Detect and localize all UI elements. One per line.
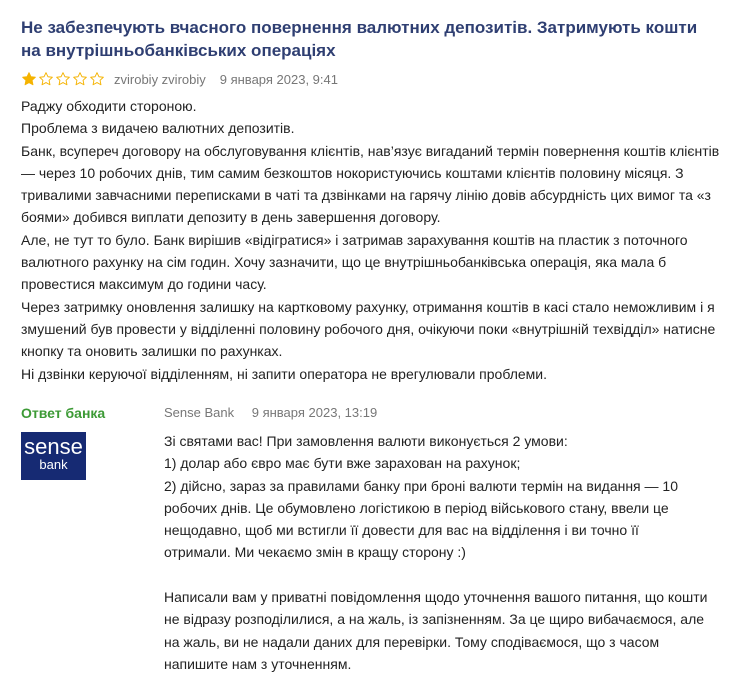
answer-paragraph: Написали вам у приватні повідомлення щодо уточнення вашого питання, що кошти не відразу розподілилися, а на жаль, із запізненням. За це щиро вибачаємося, але на жаль, ви не надали даних для перевірки. Тому сподіваємося, що з часом напишите нам з уточненням.	[164, 589, 708, 672]
answer-bank-name[interactable]: Sense Bank	[164, 405, 235, 420]
answer-label: Ответ банка	[21, 405, 106, 421]
answer-date: 9 января 2023, 13:19	[251, 405, 378, 420]
star-icon-empty	[55, 71, 71, 87]
logo-text-bottom: bank	[39, 457, 68, 472]
logo-text-top: sense	[24, 434, 83, 459]
review-paragraph: Через затримку оновлення залишку на картковому рахунку, отримання коштів в касі стало неможливим і я змушений був провести у відділенні половину робочого дня, очікуючи поки «внутрішній техвідділ» натисне кнопку та оновить залишки по рахунках.	[21, 298, 716, 360]
sense-bank-logo[interactable]	[21, 432, 86, 480]
review-paragraph: Ні дзвінки керуючої відділенням, ні запити оператора не врегулювали проблеми.	[21, 365, 548, 382]
answer-meta	[164, 405, 377, 420]
star-icon-empty	[72, 71, 88, 87]
review-card	[21, 0, 721, 385]
answer-body	[164, 430, 709, 675]
answer-paragraph: Зі святами вас! При замовлення валюти виконується 2 умови:	[164, 433, 568, 449]
review-author[interactable]: zvirobiy zvirobiy	[114, 71, 206, 87]
review-date: 9 января 2023, 9:41	[219, 71, 338, 87]
review-body	[21, 95, 721, 385]
review-paragraph: Банк, всупереч договору на обслуговування клієнтів, нав’язує вигаданий термін повернення коштів клієнтів — через 10 робочих днів, тим самим безкоштов нокористуючись коштами клієнтів половину місяця. З тривалими завчасними переписками в чаті та дзвінками на гарячу лінію довів абсурдність цих вимог та «з боями» добився виплати депозиту в день завершення договору.	[21, 142, 720, 226]
review-paragraph: Раджу обходити стороною.	[21, 98, 197, 114]
answer-paragraph: 2) дійсно, зараз за правилами банку при броні валюти термін на видання — 10 робочих днів. Це обумовлено логістикою в період військового стану, ввели це нещодавно, щоб ми встигли її довести для вас на відділення і ви точно її отримали. Ми чекаємо змін в кращу сторону :)	[164, 477, 678, 561]
review-paragraph: Проблема з видачею валютних депозитів.	[21, 120, 295, 137]
review-title[interactable]: Не забезпечують вчасного повернення валютних депозитів. Затримують кошти на внутрішньобанківських операціях	[21, 18, 698, 60]
rating-stars	[21, 71, 106, 87]
star-icon-filled	[21, 71, 37, 87]
review-paragraph: Але, не тут то було. Банк вирішив «відігратися» і затримав зарахування коштів на пластик з поточного валютного рахунку на сім годин. Хочу зазначити, що це внутрішньобанківська операція, яка мала б провестися максимум до години часу.	[21, 231, 688, 293]
answer-paragraph: 1) долар або євро має бути вже зарахован на рахунок;	[164, 455, 521, 472]
star-icon-empty	[89, 71, 105, 87]
review-meta	[21, 70, 721, 88]
star-icon-empty	[38, 71, 54, 87]
paragraph-spacer	[164, 564, 709, 586]
